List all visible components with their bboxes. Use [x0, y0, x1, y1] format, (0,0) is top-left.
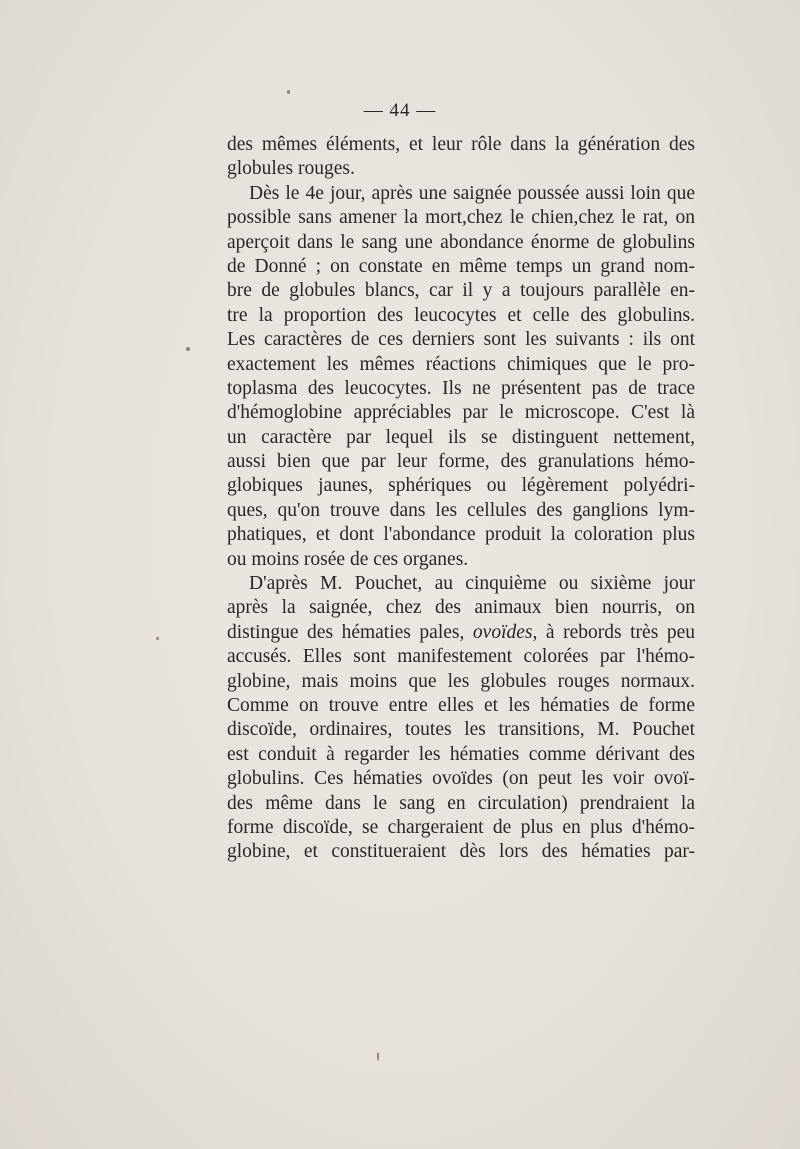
- text-line: [227, 206, 695, 230]
- text-line: [227, 743, 695, 767]
- paper-speck: [287, 90, 290, 94]
- text-segment: distingue des hématies pales,: [227, 621, 473, 643]
- text-segment: globules rouges.: [227, 158, 355, 180]
- text-line: [227, 621, 695, 645]
- text-segment: un caractère par lequel ils se distinguent nettement,: [227, 426, 695, 448]
- text-line: [227, 499, 695, 523]
- text-segment: ques, qu'on trouve dans les cellules des ganglions lym-: [227, 499, 695, 521]
- text-line: [227, 182, 695, 206]
- text-segment: toplasma des leucocytes. Ils ne présentent pas de trace: [227, 377, 695, 399]
- text-line: [227, 792, 695, 816]
- text-segment: des mêmes éléments, et leur rôle dans la génération des: [227, 134, 695, 155]
- text-segment: aussi bien que par leur forme, des granulations hémo-: [227, 451, 695, 473]
- text-line: [227, 255, 695, 279]
- text-segment: aperçoit dans le sang une abondance énorme de globulins: [227, 231, 695, 253]
- text-segment: forme discoïde, se chargeraient de plus en plus d'hémo-: [227, 816, 695, 838]
- text-line: [227, 816, 695, 840]
- text-segment: globiques jaunes, sphériques ou légèrement polyédri-: [227, 475, 695, 497]
- text-line: [227, 670, 695, 694]
- italic-term: ovoïdes: [472, 621, 533, 643]
- body-text: [227, 133, 695, 865]
- text-segment: globine, et constitueraient dès lors des hématies par-: [227, 841, 695, 863]
- paper-speck: [156, 637, 159, 640]
- text-segment: de Donné ; on constate en même temps un grand nom-: [227, 255, 695, 277]
- text-segment: des même dans le sang en circulation) prendraient la: [227, 792, 695, 814]
- paper-speck: [186, 347, 190, 351]
- text-line: [227, 157, 695, 181]
- text-segment: phatiques, et dont l'abondance produit la coloration plus: [227, 524, 695, 546]
- text-line: [227, 645, 695, 669]
- text-line: [227, 840, 695, 864]
- text-segment: accusés. Elles sont manifestement colorées par l'hémo-: [227, 646, 695, 668]
- text-line: [227, 596, 695, 620]
- text-line: [227, 718, 695, 742]
- text-segment: D'après M. Pouchet, au cinquième ou sixième jour: [249, 573, 695, 595]
- text-segment: Comme on trouve entre elles et les hématies de forme: [227, 694, 695, 716]
- text-segment: bre de globules blancs, car il y a toujours parallèle en-: [227, 280, 695, 302]
- text-line: [227, 548, 695, 572]
- text-line: [227, 133, 695, 157]
- text-line: [227, 377, 695, 401]
- text-segment: Les caractères de ces derniers sont les suivants : ils ont: [227, 329, 695, 351]
- text-line: [227, 304, 695, 328]
- text-line: [227, 279, 695, 303]
- text-segment: d'hémoglobine appréciables par le microscope. C'est là: [227, 402, 695, 424]
- text-segment: ou moins rosée de ces organes.: [227, 548, 469, 570]
- text-line: [227, 450, 695, 474]
- text-segment: après la saignée, chez des animaux bien nourris, on: [227, 597, 695, 619]
- text-segment: discoïde, ordinaires, toutes les transitions, M. Pouchet: [227, 719, 695, 741]
- text-line: [227, 231, 695, 255]
- text-line: [227, 474, 695, 498]
- text-segment: tre la proportion des leucocytes et celle des globulins.: [227, 304, 695, 326]
- text-line: [227, 401, 695, 425]
- text-line: [227, 353, 695, 377]
- text-line: [227, 523, 695, 547]
- text-segment: globulins. Ces hématies ovoïdes (on peut les voir ovoï-: [227, 768, 695, 790]
- text-segment: possible sans amener la mort,chez le chien,chez le rat, on: [227, 207, 695, 229]
- text-segment: globine, mais moins que les globules rouges normaux.: [227, 670, 695, 692]
- text-line: [227, 572, 695, 596]
- text-segment: Dès le 4e jour, après une saignée poussée aussi loin que: [249, 182, 695, 204]
- paper-speck: [377, 1052, 379, 1061]
- text-line: [227, 694, 695, 718]
- text-line: [227, 426, 695, 450]
- text-segment: , à rebords très peu: [532, 621, 695, 643]
- text-line: [227, 767, 695, 791]
- text-segment: est conduit à regarder les hématies comme dérivant des: [227, 743, 695, 765]
- text-segment: exactement les mêmes réactions chimiques que le pro-: [227, 353, 695, 375]
- page-number: — 44 —: [363, 100, 437, 121]
- text-line: [227, 328, 695, 352]
